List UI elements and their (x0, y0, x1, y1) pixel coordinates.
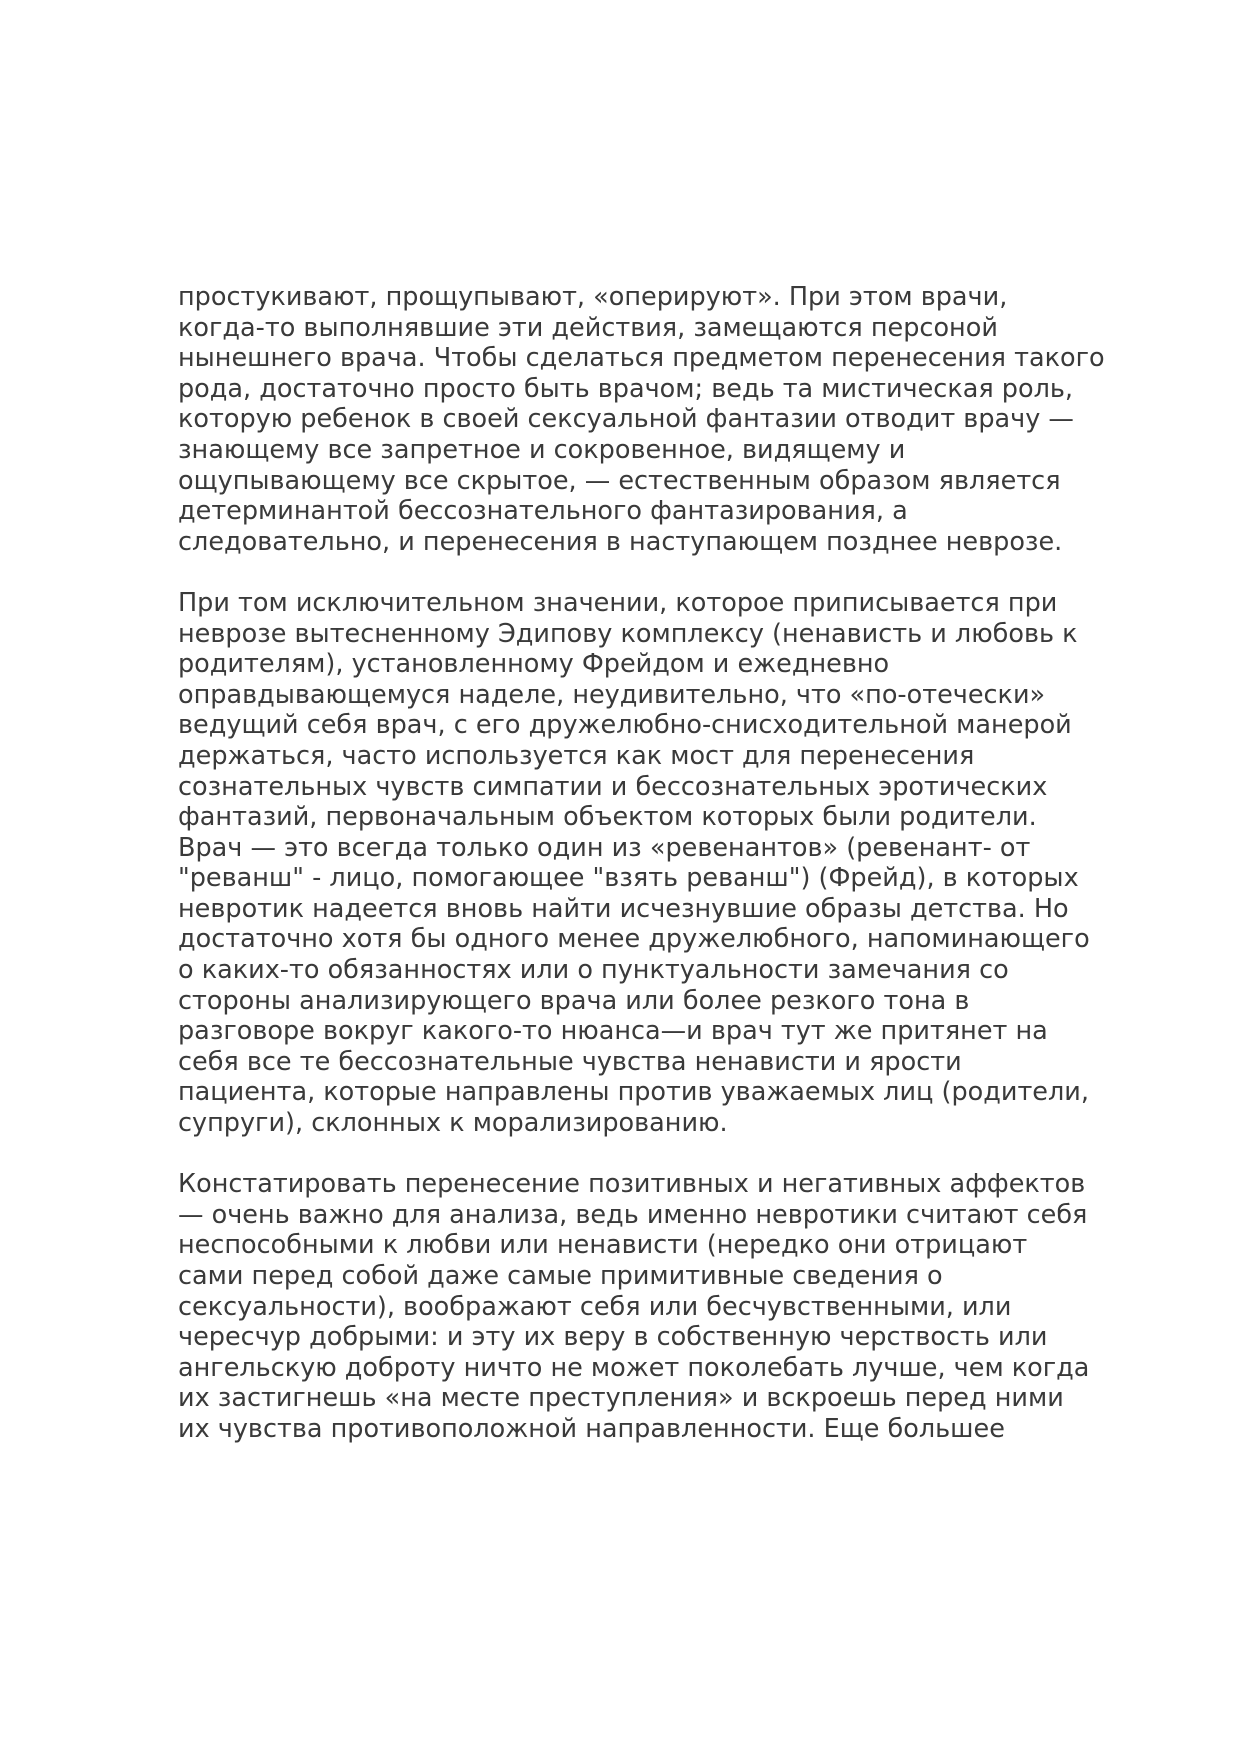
text-line: следовательно, и перенесения в наступающем позднее неврозе. (178, 526, 1063, 557)
text-line: нынешнего врача. Чтобы сделаться предметом перенесения такого (178, 343, 1105, 374)
text-line: Врач — это всегда только один из «ревенантов» (ревенант- от (178, 832, 1031, 863)
text-line: их застигнешь «на месте преступления» и вскроешь перед ними (178, 1383, 1064, 1414)
text-line: При том исключительном значении, которое приписывается при (178, 587, 1058, 618)
text-line: сексуальности), воображают себя или бесчувственными, или (178, 1291, 1012, 1322)
text-line: невротик надеется вновь найти исчезнувшие образы детства. Но (178, 893, 1069, 924)
text-line: простукивают, прощупывают, «оперируют». При этом врачи, (178, 282, 1008, 312)
text-line: детерминантой бессознательного фантазирования, а (178, 496, 908, 527)
text-line: неспособными к любви или ненависти (нередко они отрицают (178, 1230, 1028, 1261)
text-line: "реванш" - лицо, помогающее "взять реванш") (Фрейд), в которых (178, 863, 1079, 894)
paragraph-3 (178, 1169, 1090, 1444)
body-text (178, 282, 1105, 1475)
text-line: сознательных чувств симпатии и бессознательных эротических (178, 771, 1048, 802)
text-line: их чувства противоположной направленности. Еще большее (178, 1413, 1005, 1444)
text-line: пациента, которые направлены против уважаемых лиц (родители, (178, 1077, 1089, 1108)
paragraph-2 (178, 587, 1090, 1139)
text-line: ведущий себя врач, с его дружелюбно-снисходительной манерой (178, 710, 1072, 741)
text-line: знающему все запретное и сокровенное, видящему и (178, 434, 906, 465)
text-line: оправдывающемуся наделе, неудивительно, что «по-отечески» (178, 679, 1046, 710)
text-line: неврозе вытесненному Эдипову комплексу (ненависть и любовь к (178, 618, 1078, 649)
text-line: родителям), установленному Фрейдом и ежедневно (178, 649, 890, 680)
text-line: ангельскую доброту ничто не может поколебать лучше, чем когда (178, 1352, 1090, 1383)
text-line: — очень важно для анализа, ведь именно невротики считают себя (178, 1199, 1088, 1230)
text-line: достаточно хотя бы одного менее дружелюбного, напоминающего (178, 924, 1090, 955)
text-line: супруги), склонных к морализированию. (178, 1108, 728, 1139)
text-line: когда-то выполнявшие эти действия, замещаются персоной (178, 312, 998, 343)
text-line: стороны анализирующего врача или более резкого тона в (178, 985, 970, 1016)
text-line: чересчур добрыми: и эту их веру в собственную черствость или (178, 1322, 1048, 1353)
paragraph-1 (178, 282, 1105, 557)
text-line: ощупывающему все скрытое, — естественным образом является (178, 465, 1061, 496)
text-line: фантазий, первоначальным объектом которых были родители. (178, 802, 1037, 833)
text-line: которую ребенок в своей сексуальной фантазии отводит врачу — (178, 404, 1074, 435)
text-line: сами перед собой даже самые примитивные сведения о (178, 1261, 943, 1291)
text-line: разговоре вокруг какого-то нюанса—и врач тут же притянет на (178, 1016, 1048, 1047)
text-line: рода, достаточно просто быть врачом; ведь та мистическая роль, (178, 373, 1074, 404)
text-line: себя все те бессознательные чувства ненависти и ярости (178, 1046, 962, 1077)
text-line: Констатировать перенесение позитивных и негативных аффектов (178, 1169, 1086, 1200)
text-line: о каких-то обязанностях или о пунктуальности замечания со (178, 955, 1009, 986)
text-line: держаться, часто используется как мост для перенесения (178, 740, 975, 771)
